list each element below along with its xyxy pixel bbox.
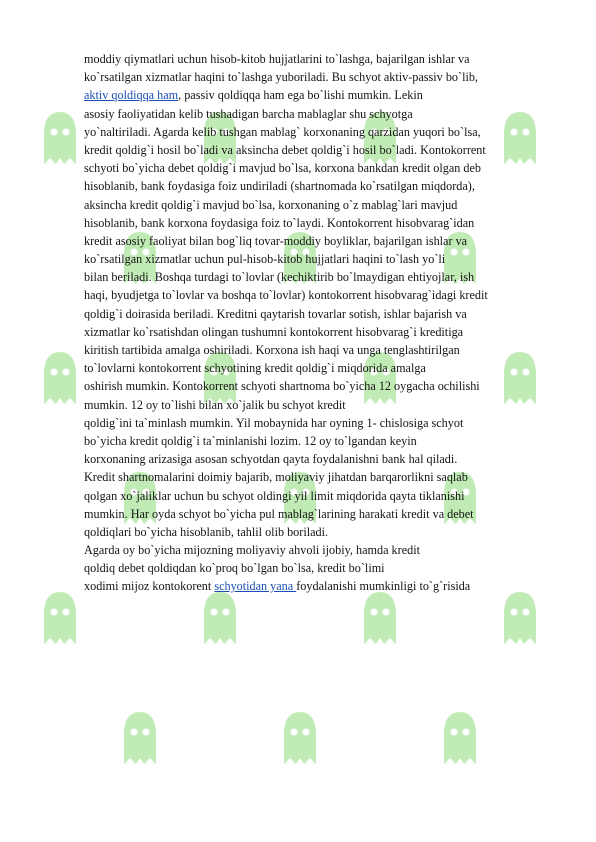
text-line xyxy=(84,341,554,359)
text-line xyxy=(84,359,554,377)
text-run: bo`yicha kredit qoldig`i ta`minlanishi lozim. 12 oy to`lgandan keyin xyxy=(84,433,417,448)
text-run: foydalanishi mumkinligi to`g`risida xyxy=(296,579,471,594)
text-run: schyoti bo`yicha debet qoldig`i mavjud bo`lsa, korxona bankdan kredit olgan deb xyxy=(84,161,482,176)
text-run: qoldig`ini ta`minlash mumkin. Yil mobaynida har oyning 1- chislosiga schyot xyxy=(84,415,464,430)
ghost-logo-icon xyxy=(200,590,240,646)
text-run: qoldiq debet qoldiqdan ko`proq bo`lgan bo`lsa, kredit bo`limi xyxy=(84,561,385,576)
text-line xyxy=(84,396,554,414)
text-line xyxy=(84,414,554,432)
text-run: hisoblanib, bank foydasiga foiz undiriladi (shartnomada ko`rsatilgan miqdorda), xyxy=(84,179,475,194)
ghost-logo-icon xyxy=(40,350,80,406)
text-line xyxy=(84,105,554,123)
text-run: , passiv qoldiqqa ham ega bo`lishi mumkin. Lekin xyxy=(178,88,423,103)
text-line xyxy=(84,523,554,541)
text-line xyxy=(84,305,554,323)
text-run: to`lovlarni kontokorrent schyotining kredit qoldig`i miqdorida amalga xyxy=(84,361,426,376)
text-run: oshirish mumkin. Kontokorrent schyoti shartnoma bo`yicha 12 oygacha ochilishi xyxy=(84,379,480,394)
ghost-logo-icon xyxy=(360,590,400,646)
text-run: xizmatlar ko`rsatishdan olingan tushumni kontokorrent hisobvarag`i kreditiga xyxy=(84,324,464,339)
text-run: qoldiqlari bo`yicha hisoblanib, tahlil olib boriladi. xyxy=(84,524,329,539)
text-run: ko`rsatilgan xizmatlar haqini to`lashga yuboriladi. Bu schyot aktiv-passiv bo`lib, xyxy=(84,70,478,85)
ghost-logo-icon xyxy=(440,710,480,766)
text-run: bilan beriladi. Boshqa turdagi to`lovlar (kechiktirib bo`lmaydigan ehtiyojlar, ish xyxy=(84,270,475,285)
text-line xyxy=(84,541,554,559)
text-run: aksincha kredit qoldig`i mavjud bo`lsa, korxonaning o`z mablag`lari mavjud xyxy=(84,197,458,212)
text-line xyxy=(84,323,554,341)
text-line xyxy=(84,177,554,195)
text-line xyxy=(84,86,554,104)
text-run: Kredit shartnomalarini doimiy bajarib, moliyaviy jihatdan barqarorlikni saqlab xyxy=(84,470,468,485)
ghost-logo-icon xyxy=(280,710,320,766)
text-run: mumkin. Har oyda schyot bo`yicha pul mablag`larining harakati kredit va debet xyxy=(84,506,474,521)
text-run: yo`naltiriladi. Agarda kelib tushgan mablag` korxonaning qarzidan yuqori bo`lsa, xyxy=(84,124,481,139)
text-line xyxy=(84,377,554,395)
text-line xyxy=(84,468,554,486)
text-line xyxy=(84,450,554,468)
text-run: mumkin. 12 oy to`lishi bilan xo`jalik bu schyot kredit xyxy=(84,397,346,412)
text-run: qoldig`i doirasida beriladi. Kreditni qaytarish tovarlar sotish, ishlar bajarish va xyxy=(84,306,467,321)
text-line xyxy=(84,232,554,250)
text-run: hisoblanib, bank korxona foydasiga foiz to`laydi. Kontokorrent hisobvarag`idan xyxy=(84,215,475,230)
ghost-logo-icon xyxy=(40,110,80,166)
text-line xyxy=(84,505,554,523)
text-run: xodimi mijoz kontokorent xyxy=(84,579,215,594)
text-line xyxy=(84,559,554,577)
text-line xyxy=(84,250,554,268)
text-line xyxy=(84,286,554,304)
text-line xyxy=(84,577,554,595)
text-run: kredit qoldig`i hosil bo`ladi va aksincha debet qoldig`i hosil bo`ladi. Kontokorrent xyxy=(84,142,486,157)
text-line xyxy=(84,159,554,177)
text-link[interactable]: aktiv qoldiqqa ham xyxy=(84,88,179,103)
text-line xyxy=(84,432,554,450)
ghost-logo-icon xyxy=(120,710,160,766)
text-line xyxy=(84,214,554,232)
text-run: moddiy qiymatlari uchun hisob-kitob hujjatlarini to`lashga, bajarilgan ishlar va xyxy=(84,52,470,66)
text-line xyxy=(84,123,554,141)
text-run: korxonaning arizasiga asosan schyotdan qayta foydalanishni bank hal qiladi. xyxy=(84,452,458,467)
text-line xyxy=(84,196,554,214)
text-link[interactable]: schyotidan yana xyxy=(214,579,297,594)
text-line xyxy=(84,68,554,86)
document-body xyxy=(84,50,554,596)
text-run: kiritish tartibida amalga oshiriladi. Korxona ish haqi va unga tenglashtirilgan xyxy=(84,343,460,357)
text-line xyxy=(84,141,554,159)
ghost-logo-icon xyxy=(40,590,80,646)
text-run: kredit asosiy faoliyat bilan bog`liq tovar-moddiy boyliklar, bajarilgan ishlar va xyxy=(84,233,468,248)
text-line xyxy=(84,268,554,286)
text-run: ko`rsatilgan xizmatlar uchun pul-hisob-kitob hujjatlari haqini to`lash yo`li xyxy=(84,252,446,267)
text-run: asosiy faoliyatidan kelib tushadigan barcha mablaglar shu schyotga xyxy=(84,106,413,121)
text-run: Agarda oy bo`yicha mijozning moliyaviy ahvoli ijobiy, hamda kredit xyxy=(84,543,420,558)
text-line xyxy=(84,487,554,505)
text-run: haqi, byudjetga to`lovlar va boshqa to`lovlar) kontokorrent hisobvarag`idagi kredit xyxy=(84,288,488,303)
ghost-logo-icon xyxy=(500,590,540,646)
text-run: qolgan xo`jaliklar uchun bu schyot oldingi yil limit miqdorida qayta tiklanishi xyxy=(84,488,465,503)
text-line xyxy=(84,50,554,68)
